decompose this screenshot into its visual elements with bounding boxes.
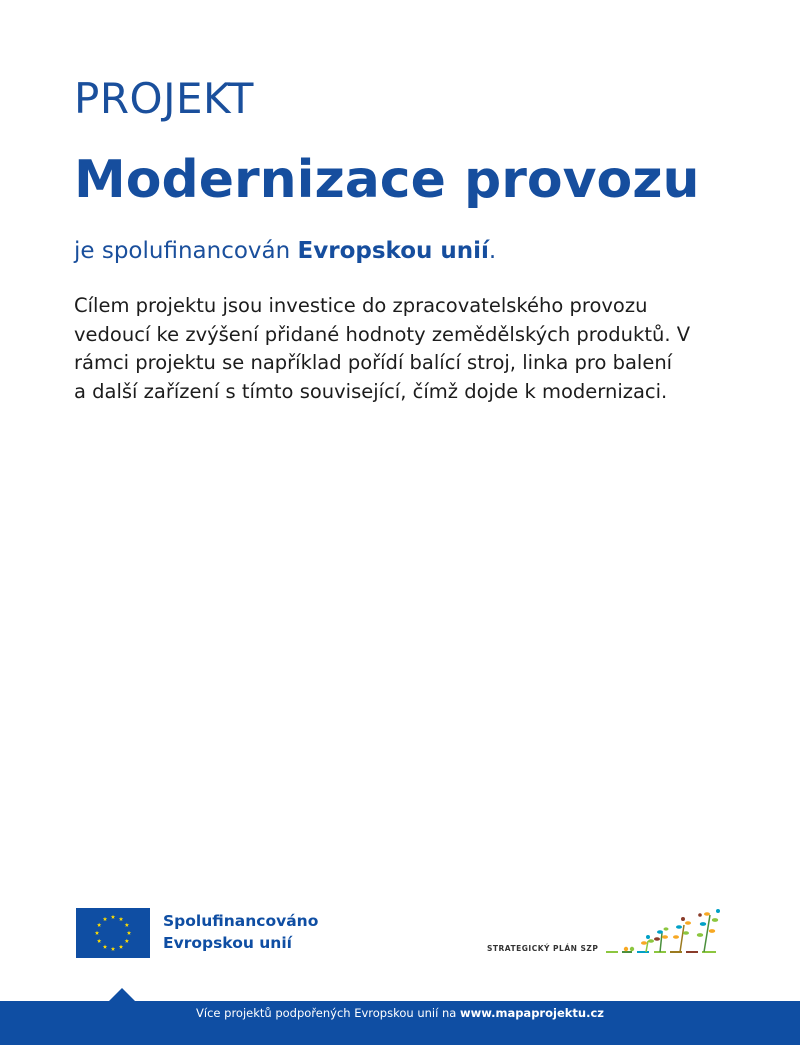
project-title: Modernizace provozu	[74, 150, 700, 210]
eu-star	[127, 931, 131, 935]
eu-star	[103, 945, 107, 949]
description-line: rámci projektu se například pořídí balící stroj, linka pro balení	[74, 351, 673, 374]
eu-star	[125, 939, 129, 943]
description-line: a další zařízení s tímto související, čímž dojde k modernizaci.	[74, 379, 668, 403]
eu-stars-icon	[76, 908, 150, 958]
project-description	[74, 292, 734, 406]
eu-star	[103, 917, 107, 921]
cofinanced-line	[74, 238, 496, 264]
eu-star	[119, 945, 123, 949]
eu-flag-icon	[76, 908, 150, 958]
eu-cofinanced-text	[163, 910, 318, 954]
footer-link[interactable]: www.mapaprojektu.cz	[459, 1006, 604, 1020]
eu-star	[97, 939, 101, 943]
description-line: Cílem projektu jsou investice do zpracovatelského provozu	[74, 294, 648, 317]
eu-text-line2: Evropskou unií	[163, 934, 292, 952]
footer-text	[0, 1002, 800, 1024]
cofinanced-bold: Evropskou unií	[297, 238, 489, 264]
eu-star	[111, 947, 115, 951]
szp-plants-icon	[604, 905, 730, 960]
eu-star	[111, 915, 115, 919]
cofinanced-suffix: .	[488, 238, 497, 264]
eu-star	[95, 931, 99, 935]
szp-label: STRATEGICKÝ PLÁN SZP	[487, 944, 599, 953]
eu-text-line1: Spolufinancováno	[163, 912, 319, 930]
eu-star	[125, 923, 129, 927]
eu-star	[119, 917, 123, 921]
kicker-label: PROJEKT	[74, 74, 254, 123]
eu-star	[97, 923, 101, 927]
footer-notch	[108, 988, 136, 1002]
cofinanced-prefix: je spolufinancován	[74, 238, 298, 264]
description-line: vedoucí ke zvýšení přidané hodnoty zemědělských produktů. V	[74, 322, 691, 346]
footer-prefix: Více projektů podpořených Evropskou unií na	[196, 1006, 460, 1020]
